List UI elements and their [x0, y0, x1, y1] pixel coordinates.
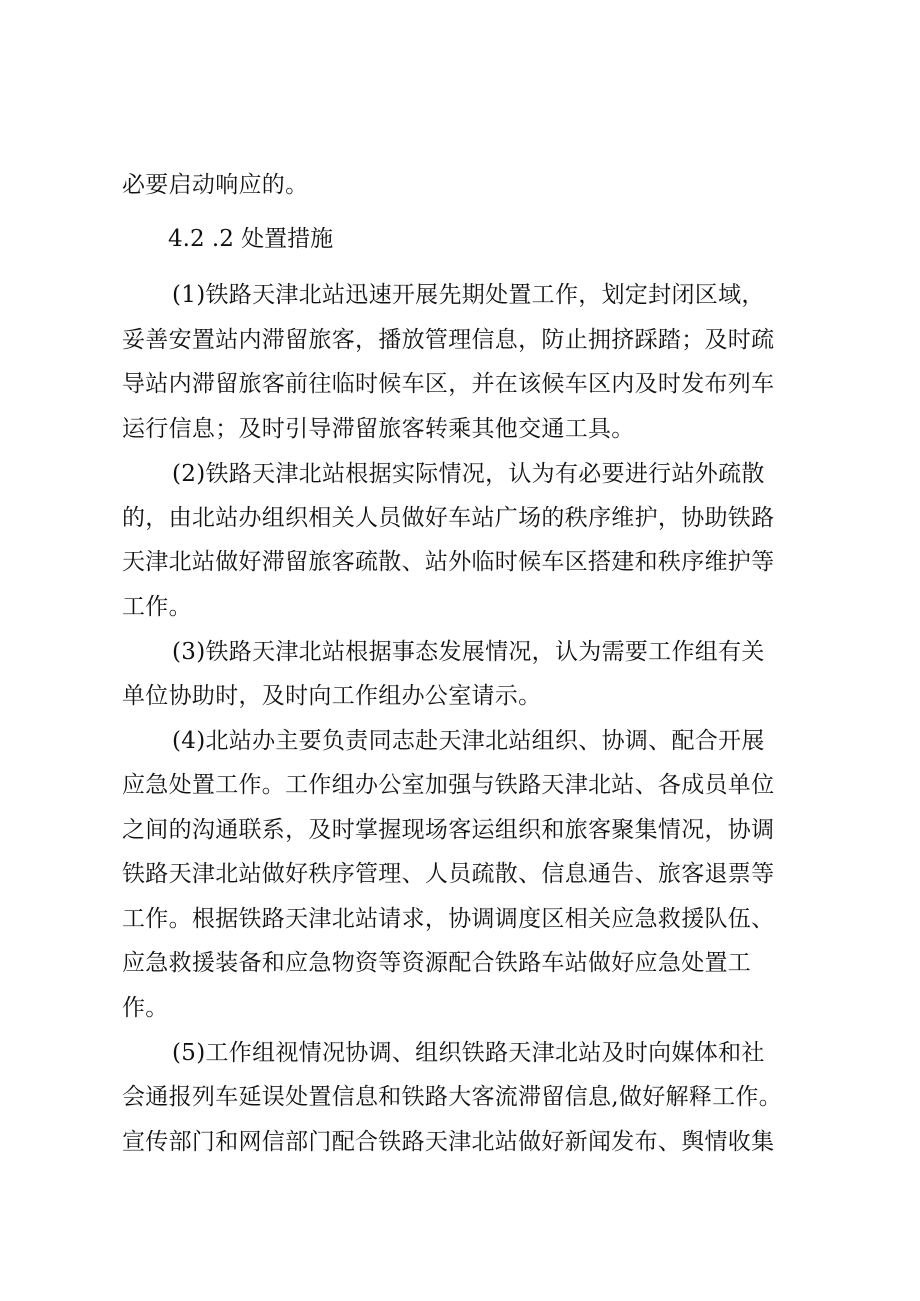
- paragraph-5-line-1: (5)工作组视情况协调、组织铁路天津北站及时向媒体和社: [172, 1040, 765, 1066]
- paragraph-4-line-5: 工作。根据铁路天津北站请求，协调调度区相关应急救援队伍、: [122, 906, 775, 932]
- paragraph-3-line-2: 单位协助时，及时向工作组办公室请示。: [122, 683, 542, 709]
- paragraph-2-line-4: 工作。: [122, 594, 192, 620]
- paragraph-5-line-2: 会通报列车延误处置信息和铁路大客流滞留信息,做好解释工作。: [122, 1084, 783, 1110]
- paragraph-1-line-2: 妥善安置站内滞留旅客，播放管理信息，防止拥挤踩踏；及时疏: [122, 327, 775, 353]
- paragraph-3-line-1: (3)铁路天津北站根据事态发展情况，认为需要工作组有关: [172, 639, 765, 665]
- paragraph-4-line-4: 铁路天津北站做好秩序管理、人员疏散、信息通告、旅客退票等: [122, 861, 775, 887]
- paragraph-4-line-3: 之间的沟通联系，及时掌握现场客运组织和旅客聚集情况，协调: [122, 817, 775, 843]
- paragraph-1-line-4: 运行信息；及时引导滞留旅客转乘其他交通工具。: [122, 416, 635, 442]
- paragraph-2-line-3: 天津北站做好滞留旅客疏散、站外临时候车区搭建和秩序维护等: [122, 549, 775, 575]
- paragraph-2-line-2: 的，由北站办组织相关人员做好车站广场的秩序维护，协助铁路: [122, 505, 775, 531]
- paragraph-2-line-1: (2)铁路天津北站根据实际情况，认为有必要进行站外疏散: [172, 461, 765, 487]
- paragraph-1-line-3: 导站内滞留旅客前往临时候车区，并在该候车区内及时发布列车: [122, 371, 775, 397]
- paragraph-5-line-3: 宣传部门和网信部门配合铁路天津北站做好新闻发布、舆情收集: [122, 1129, 775, 1155]
- paragraph-4-line-1: (4)北站办主要负责同志赴天津北站组织、协调、配合开展: [172, 728, 765, 754]
- paragraph-4-line-6: 应急救援装备和应急物资等资源配合铁路车站做好应急处置工: [122, 950, 752, 976]
- section-heading: 4.2 .2 处置措施: [168, 226, 334, 252]
- paragraph-4-line-7: 作。: [122, 995, 169, 1021]
- text-line: 必要启动响应的。: [122, 172, 309, 198]
- paragraph-4-line-2: 应急处置工作。工作组办公室加强与铁路天津北站、各成员单位: [122, 772, 775, 798]
- paragraph-1-line-1: (1)铁路天津北站迅速开展先期处置工作，划定封闭区域，: [172, 282, 765, 308]
